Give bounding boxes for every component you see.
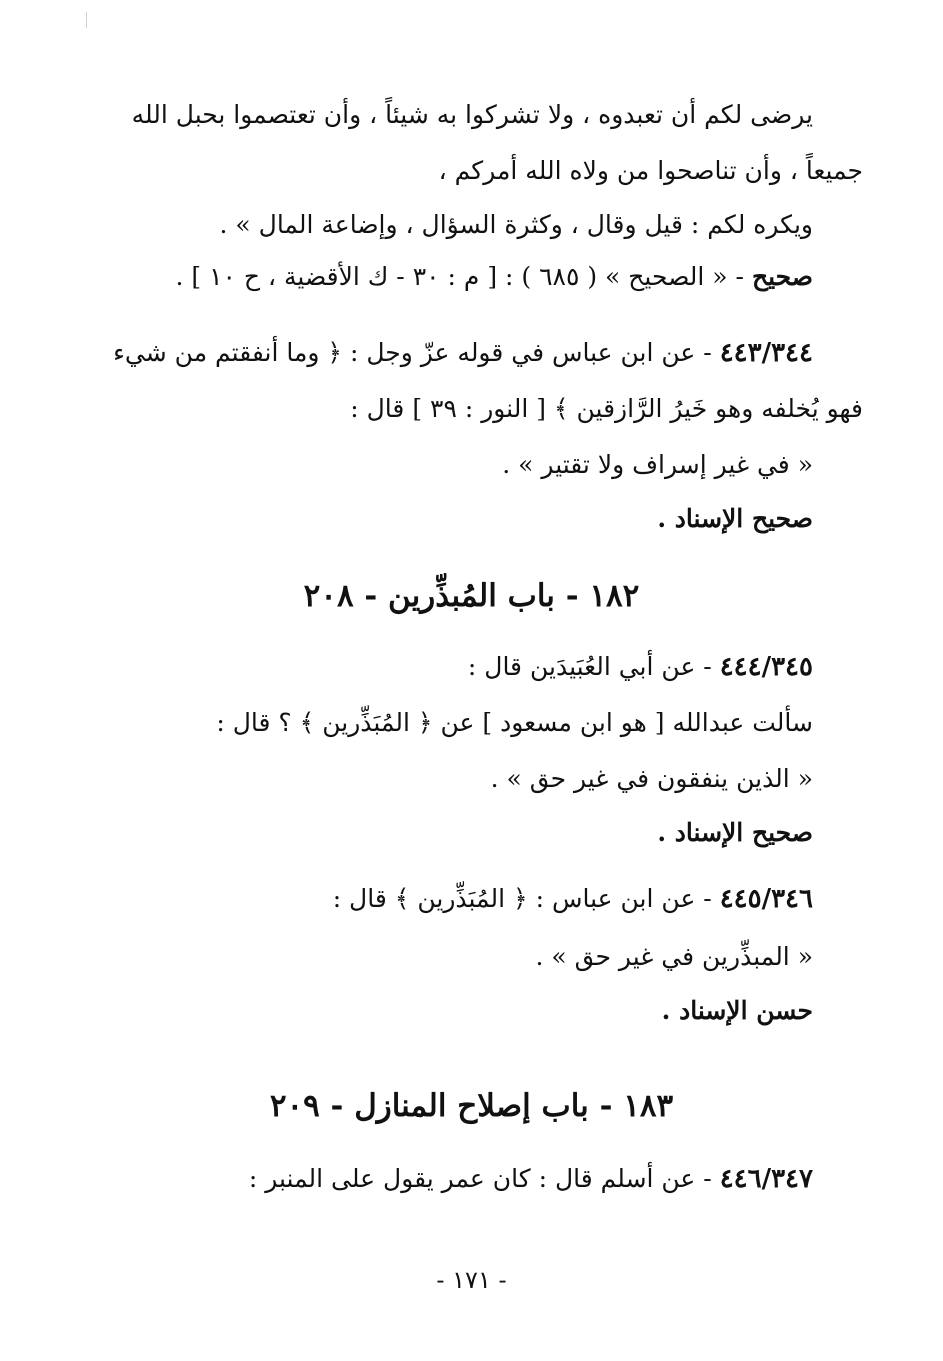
hadith-text: - عن ابن عباس في قوله عزّ وجل : ﴿ وما أنفقتم من شيء xyxy=(113,338,720,367)
text-line: « المبذِّرين في غير حق » . xyxy=(535,942,813,971)
text-line: ويكره لكم : قيل وقال ، وكثرة السؤال ، وإضاعة المال » . xyxy=(219,210,813,239)
text-line: « الذين ينفقون في غير حق » . xyxy=(490,764,813,793)
grade-line: حسن الإسناد . xyxy=(661,996,813,1025)
hadith-text: - عن أبي العُبَيدَين قال : xyxy=(467,652,720,681)
grade-line: صحيح الإسناد . xyxy=(657,504,813,533)
hadith-number: ٤٤٥/٣٤٦ xyxy=(719,884,813,914)
hadith-line xyxy=(249,1164,813,1195)
hadith-number: ٤٤٤/٣٤٥ xyxy=(719,652,813,682)
page-number: - ١٧١ - xyxy=(436,1266,507,1294)
text-line: يرضى لكم أن تعبدوه ، ولا تشركوا به شيئاً ، وأن تعتصموا بحبل الله xyxy=(131,100,813,129)
grade-line xyxy=(176,262,813,292)
grade-line: صحيح الإسناد . xyxy=(657,818,813,847)
text-line: « في غير إسراف ولا تقتير » . xyxy=(502,450,813,479)
text-line: سألت عبدالله [ هو ابن مسعود ] عن ﴿ المُبَذِّرين ﴾ ؟ قال : xyxy=(216,708,813,737)
hadith-line xyxy=(468,652,813,683)
hadith-line xyxy=(113,338,813,369)
hadith-number: ٤٤٦/٣٤٧ xyxy=(719,1164,813,1194)
text-line: فهو يُخلفه وهو خَيرُ الرَّازقين ﴾ [ النور : ٣٩ ] قال : xyxy=(350,394,863,423)
grade-label: صحيح xyxy=(751,262,813,291)
hadith-text: - عن ابن عباس : ﴿ المُبَذِّرين ﴾ قال : xyxy=(332,884,720,913)
hadith-line xyxy=(333,884,813,915)
grade-source: - « الصحيح » ( ٦٨٥ ) : [ م : ٣٠ - ك الأقضية ، ح ١٠ ] . xyxy=(175,262,752,291)
hadith-number: ٤٤٣/٣٤٤ xyxy=(719,338,813,368)
margin-mark xyxy=(86,12,87,28)
text-line: جميعاً ، وأن تناصحوا من ولاه الله أمركم ، xyxy=(438,156,863,185)
chapter-heading: ١٨٣ - باب إصلاح المنازل - ٢٠٩ xyxy=(269,1088,674,1124)
hadith-text: - عن أسلم قال : كان عمر يقول على المنبر : xyxy=(248,1164,720,1193)
chapter-heading: ١٨٢ - باب المُبذِّرين - ٢٠٨ xyxy=(303,578,640,614)
